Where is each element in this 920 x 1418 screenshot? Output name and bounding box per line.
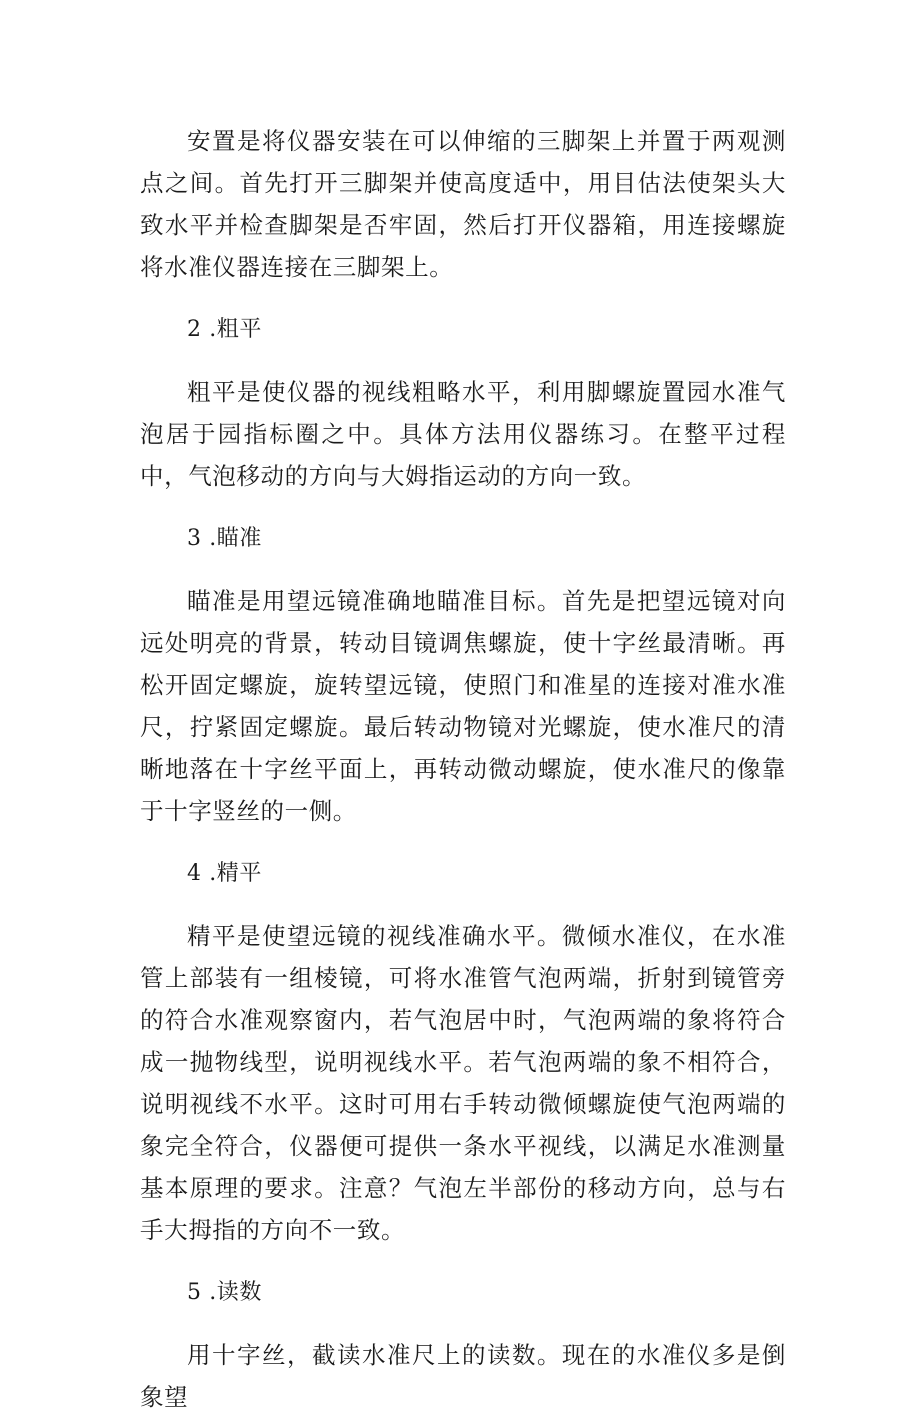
paragraph-fine-leveling: 精平是使望远镜的视线准确水平。微倾水准仪，在水准管上部装有一组棱镜，可将水准管气泡两端，折射到镜管旁的符合水准观察窗内，若气泡居中时，气泡两端的象将符合成一抛物线型，说明视线水平。若气泡两端的象不相符合，说明视线不水平。这时可用右手转动微倾螺旋使气泡两端的象完全符合，仪器便可提供一条水平视线，以满足水准测量基本原理的要求。注意？气泡左半部份的移动方向，总与右手大拇指的方向不一致。 — [140, 922, 786, 1244]
paragraph-reading: 用十字丝，截读水准尺上的读数。现在的水准仪多是倒象望 — [140, 1341, 786, 1411]
document-page — [140, 120, 786, 1418]
paragraph-rough-leveling: 粗平是使仪器的视线粗略水平，利用脚螺旋置园水准气泡居于园指标圈之中。具体方法用仪器练习。在整平过程中，气泡移动的方向与大姆指运动的方向一致。 — [140, 378, 786, 490]
paragraph-setup: 安置是将仪器安装在可以伸缩的三脚架上并置于两观测点之间。首先打开三脚架并使高度适中，用目估法使架头大致水平并检查脚架是否牢固，然后打开仪器箱，用连接螺旋将水准仪器连接在三脚架上。 — [140, 127, 786, 281]
paragraph-aiming: 瞄准是用望远镜准确地瞄准目标。首先是把望远镜对向远处明亮的背景，转动目镜调焦螺旋，使十字丝最清晰。再松开固定螺旋，旋转望远镜，使照门和准星的连接对准水准尺，拧紧固定螺旋。最后转动物镜对光螺旋，使水准尺的清晰地落在十字丝平面上，再转动微动螺旋，使水准尺的像靠于十字竖丝的一侧。 — [140, 587, 786, 825]
heading-rough-leveling: 2 .粗平 — [187, 317, 262, 342]
heading-reading: 5 .读数 — [187, 1280, 262, 1305]
heading-fine-leveling: 4 .精平 — [187, 861, 262, 886]
heading-aiming: 3 .瞄准 — [187, 526, 262, 551]
